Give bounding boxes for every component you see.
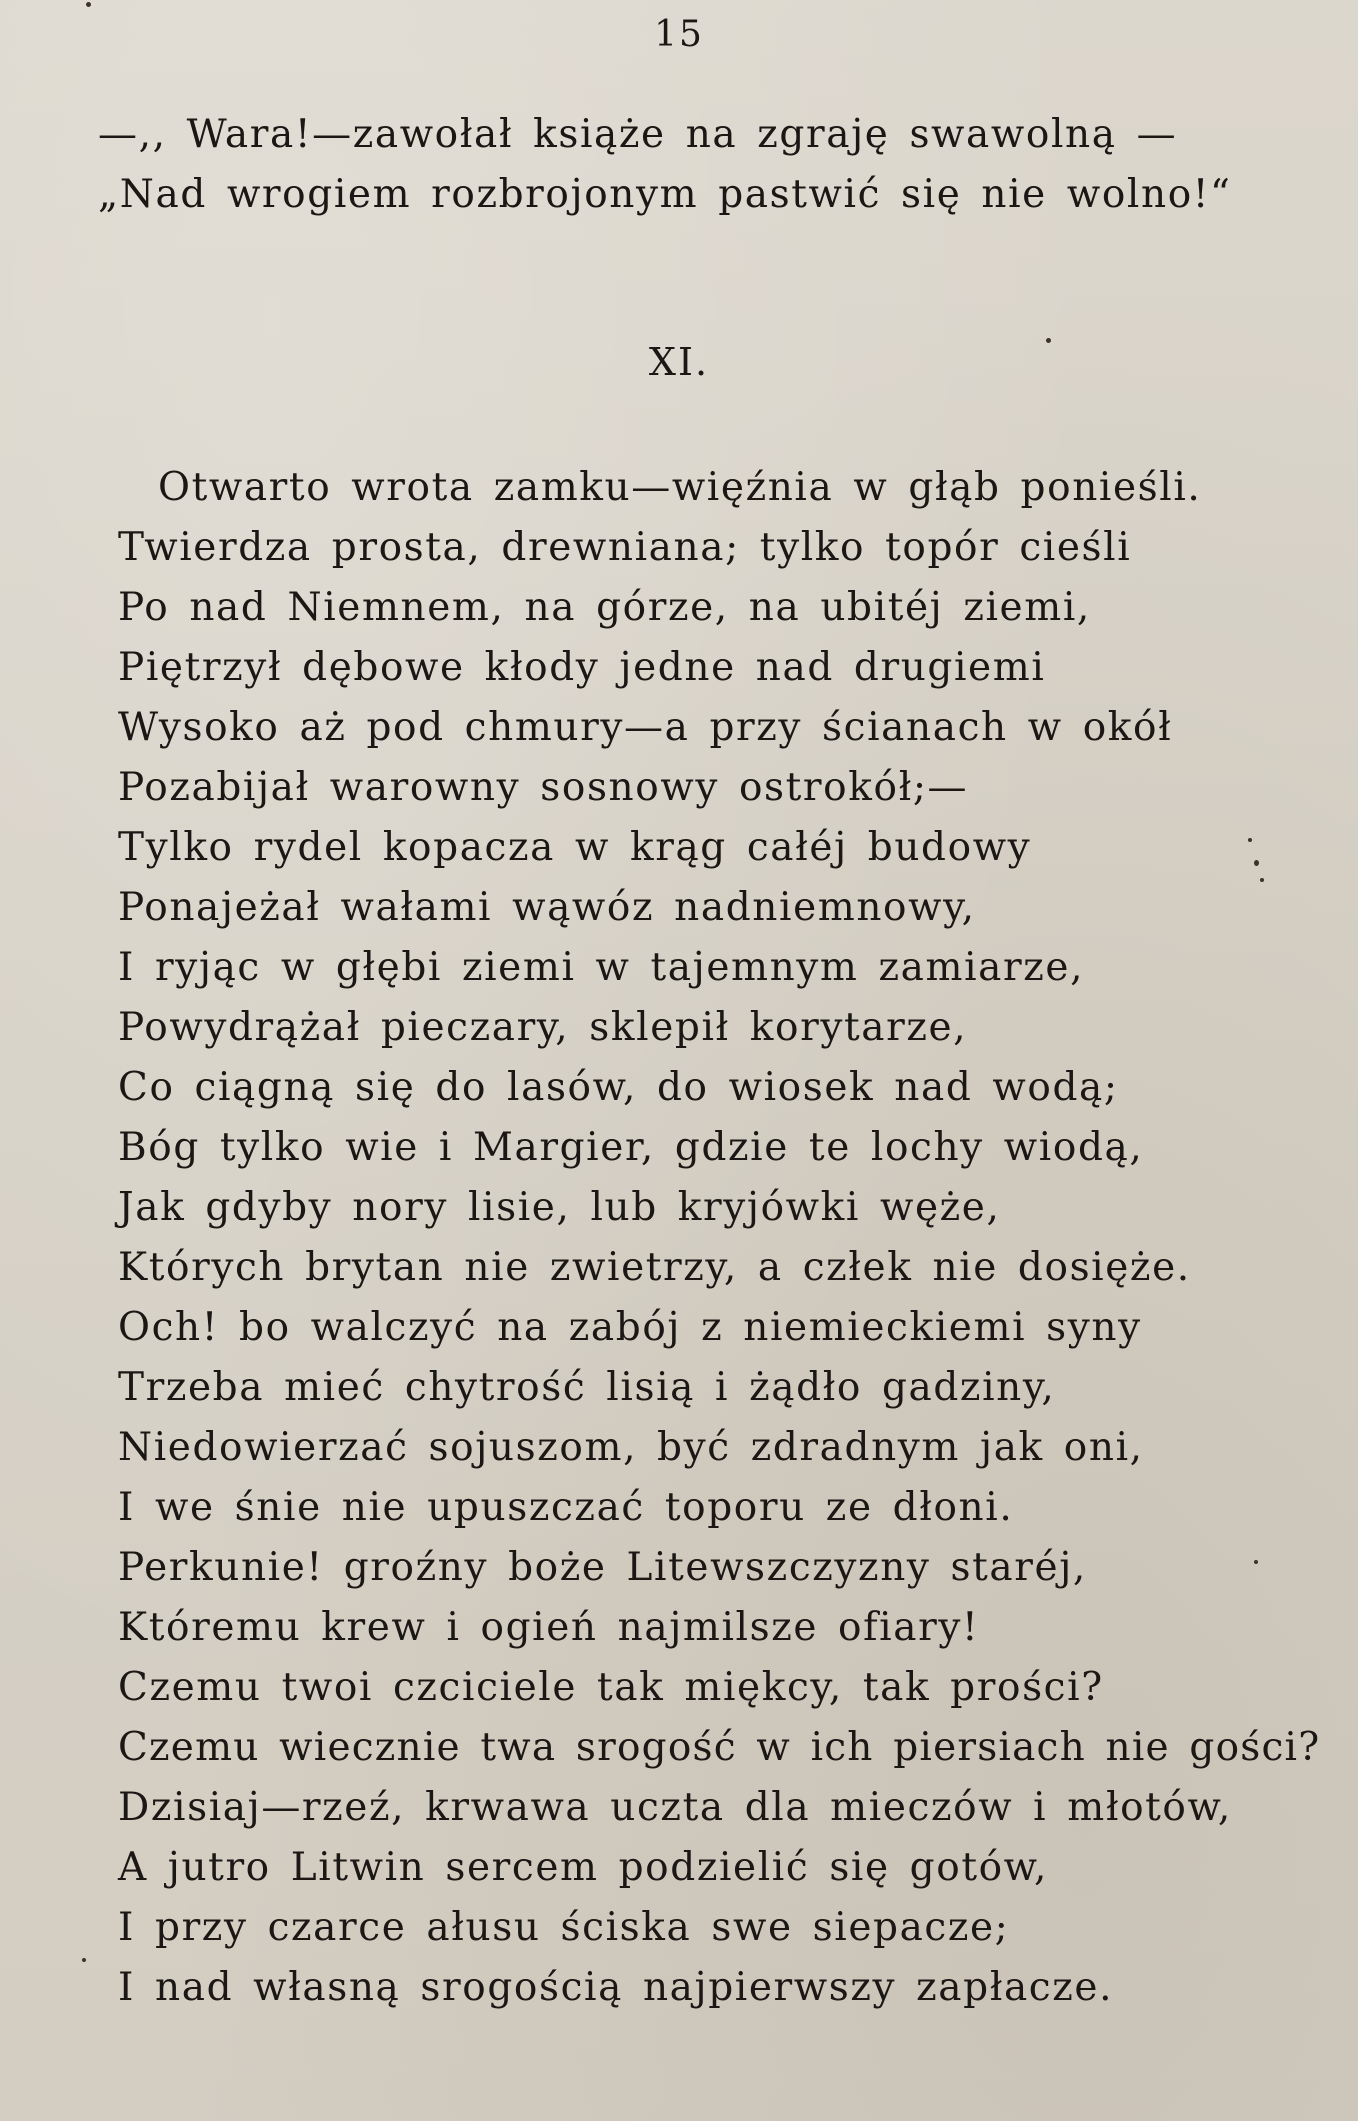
verse-line: I przy czarce ałusu ściska swe siepacze; bbox=[118, 1905, 1010, 1950]
verse-line: Ponajeżał wałami wąwóz nadniemnowy, bbox=[118, 885, 976, 930]
section-heading: XI. bbox=[648, 340, 710, 384]
verse-line: Otwarto wrota zamku—więźnia w głąb ponieśli. bbox=[158, 465, 1202, 510]
verse-line: Pozabijał warowny sosnowy ostrokół;— bbox=[118, 765, 969, 810]
verse-line: Jak gdyby nory lisie, lub kryjówki węże, bbox=[118, 1185, 1001, 1230]
verse-line: Niedowierzać sojuszom, być zdradnym jak oni, bbox=[118, 1425, 1144, 1470]
verse-line: Twierdza prosta, drewniana; tylko topór cieśli bbox=[118, 525, 1132, 570]
verse-line: Wysoko aż pod chmury—a przy ścianach w okół bbox=[118, 705, 1173, 750]
opening-line: „Nad wrogiem rozbrojonym pastwić się nie wolno!“ bbox=[98, 172, 1232, 217]
verse-line: I ryjąc w głębi ziemi w tajemnym zamiarze, bbox=[118, 945, 1085, 990]
verse-line: Któremu krew i ogień najmilsze ofiary! bbox=[118, 1605, 980, 1650]
verse-line: Czemu wiecznie twa srogość w ich piersiach nie gości? bbox=[118, 1725, 1321, 1770]
verse-line: Czemu twoi czciciele tak miękcy, tak prości? bbox=[118, 1665, 1104, 1710]
paper-speck bbox=[1046, 338, 1051, 343]
paper-speck bbox=[82, 1958, 86, 1962]
verse-line: Co ciągną się do lasów, do wiosek nad wodą; bbox=[118, 1065, 1119, 1110]
verse-line: Po nad Niemnem, na górze, na ubitéj ziemi, bbox=[118, 585, 1091, 630]
verse-line: Och! bo walczyć na zabój z niemieckiemi syny bbox=[118, 1305, 1142, 1350]
verse-line: Dzisiaj—rzeź, krwawa uczta dla mieczów i młotów, bbox=[118, 1785, 1232, 1830]
paper-speck bbox=[1260, 878, 1264, 882]
paper-speck bbox=[86, 2, 91, 7]
page-number: 15 bbox=[654, 14, 704, 55]
paper-speck bbox=[1248, 838, 1252, 842]
verse-line: Trzeba mieć chytrość lisią i żądło gadziny, bbox=[118, 1365, 1056, 1410]
verse-line: A jutro Litwin sercem podzielić się gotów, bbox=[118, 1845, 1049, 1890]
paper-speck bbox=[1254, 1560, 1258, 1564]
verse-line: Perkunie! groźny boże Litewszczyzny staréj, bbox=[118, 1545, 1087, 1590]
paper-speck bbox=[1254, 860, 1259, 866]
verse-line: Tylko rydel kopacza w krąg całéj budowy bbox=[118, 825, 1032, 870]
verse-line: Powydrążał pieczary, sklepił korytarze, bbox=[118, 1005, 968, 1050]
verse-line: Bóg tylko wie i Margier, gdzie te lochy wiodą, bbox=[118, 1125, 1144, 1170]
verse-line: Których brytan nie zwietrzy, a człek nie dosięże. bbox=[118, 1245, 1191, 1290]
verse-line: Piętrzył dębowe kłody jedne nad drugiemi bbox=[118, 645, 1046, 690]
verse-line: I we śnie nie upuszczać toporu ze dłoni. bbox=[118, 1485, 1014, 1530]
opening-line: —,, Wara!—zawołał książe na zgraję swawolną — bbox=[98, 112, 1178, 157]
verse-line: I nad własną srogością najpierwszy zapłacze. bbox=[118, 1965, 1114, 2010]
